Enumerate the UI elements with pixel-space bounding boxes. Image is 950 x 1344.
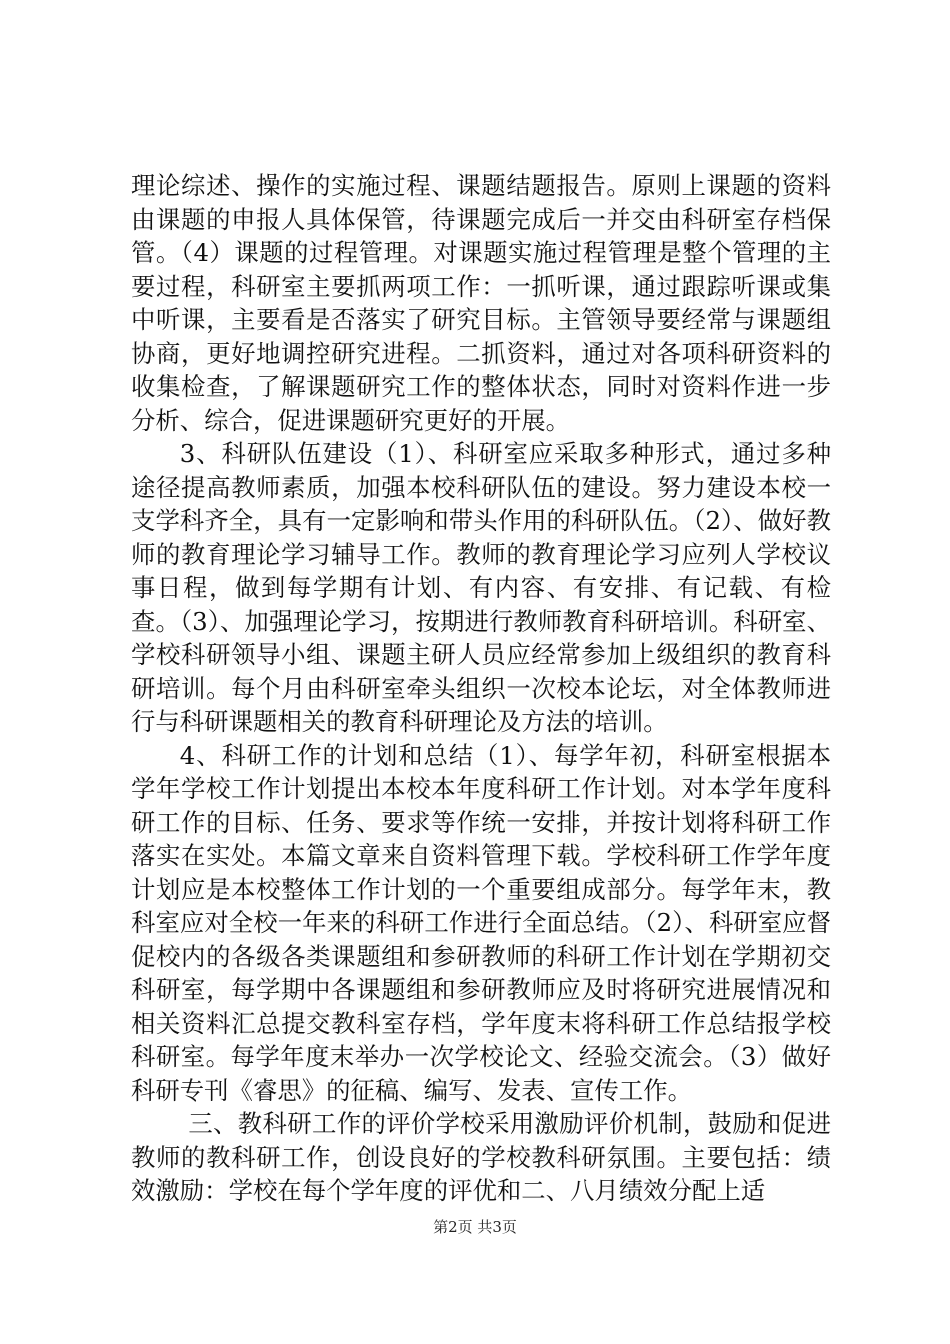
paragraph-research-team: 3、科研队伍建设（1）、科研室应采取多种形式，通过多种途径提高教师素质，加强本校科研队伍的建设。努力建设本校一支学科齐全，具有一定影响和带头作用的科研队伍。（2）、做好教师的教育理论学习辅导工作。教师的教育理论学习应列人学校议事日程，做到每学期有计划、有内容、有安排、有记载、有检查。（3）、加强理论学习，按期进行教师教育科研培训。科研室、学校科研领导小组、课题主研人员应经常参加上级组织的教育科研培训。每个月由科研室牵头组织一次校本论坛，对全体教师进行与科研课题相关的教育科研理论及方法的培训。 xyxy=(131,439,831,736)
page-footer: 第2页 共3页 xyxy=(433,1218,517,1236)
paragraph-evaluation: 三、教科研工作的评价学校采用激励评价机制，鼓励和促进教师的教科研工作，创设良好的学校教科研氛围。主要包括：绩效激励：学校在每个学年度的评优和二、八月绩效分配上适 xyxy=(131,1109,831,1205)
paragraph-continuation: 理论综述、操作的实施过程、课题结题报告。原则上课题的资料由课题的申报人具体保管，待课题完成后一并交由科研室存档保管。（4）课题的过程管理。对课题实施过程管理是整个管理的主要过程，科研室主要抓两项工作：一抓听课，通过跟踪听课或集中听课，主要看是否落实了研究目标。主管领导要经常与课题组协商，更好地调控研究进程。二抓资料，通过对各项科研资料的收集检查，了解课题研究工作的整体状态，同时对资料作进一步分析、综合，促进课题研究更好的开展。 xyxy=(131,171,831,435)
document-body xyxy=(131,169,831,1208)
paragraph-plan-summary: 4、科研工作的计划和总结（1）、每学年初，科研室根据本学年学校工作计划提出本校本年度科研工作计划。对本学年度科研工作的目标、任务、要求等作统一安排，并按计划将科研工作落实在实处。本篇文章来自资料管理下载。学校科研工作学年度计划应是本校整体工作计划的一个重要组成部分。每学年末，教科室应对全校一年来的科研工作进行全面总结。（2）、科研室应督促校内的各级各类课题组和参研教师的科研工作计划在学期初交科研室，每学期中各课题组和参研教师应及时将研究进展情况和相关资料汇总提交教科室存档，学年度末将科研工作总结报学校科研室。每学年度末举办一次学校论文、经验交流会。（3）做好科研专刊《睿思》的征稿、编写、发表、宣传工作。 xyxy=(131,740,831,1105)
